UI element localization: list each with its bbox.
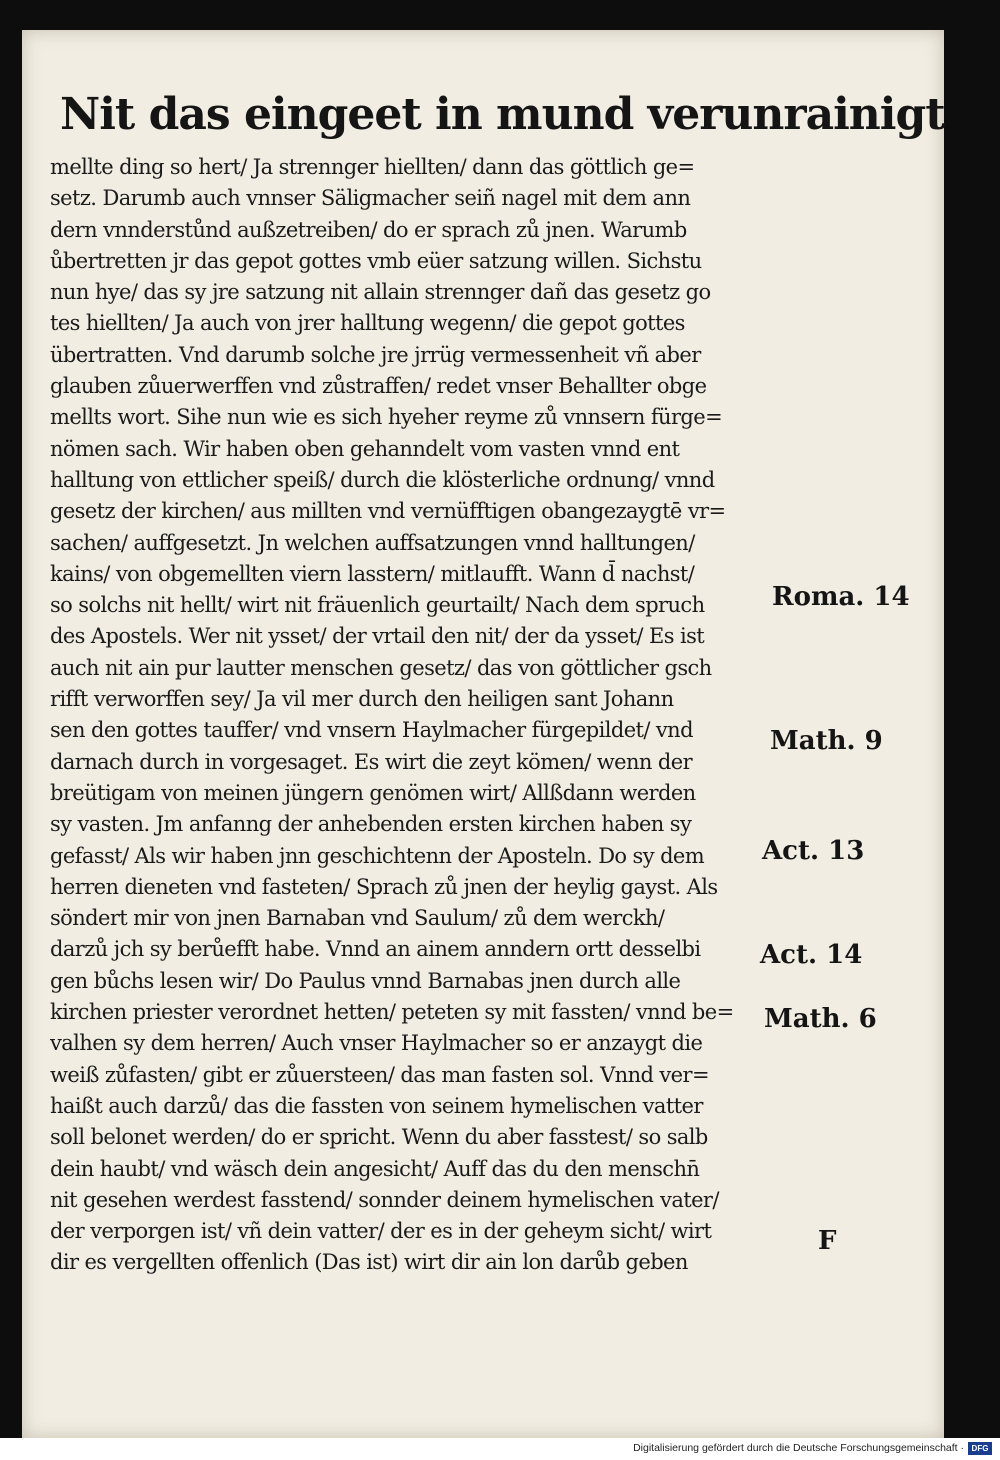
margin-note-act13: Act. 13 (762, 836, 865, 866)
text-line: so solchs nit hellt/ wirt nit fräuenlich geurtailt/ Nach dem spruch (50, 593, 705, 618)
text-line: halltung von ettlicher speiß/ durch die klösterliche ordnung/ vnnd (50, 467, 715, 492)
margin-note-math9: Math. 9 (770, 726, 883, 756)
text-line: sen den gottes tauffer/ vnd vnsern Haylmacher fürgepildet/ vnd (50, 718, 693, 743)
text-line: gefasst/ Als wir haben jnn geschichtenn der Aposteln. Do sy dem (50, 843, 705, 868)
text-line: herren dieneten vnd fasteten/ Sprach zů jnen der heylig gayst. Als (50, 874, 718, 899)
text-line: nun hye/ das sy jre satzung nit allain strennger dañ das gesetz go (50, 280, 711, 305)
text-line: kains/ von obgemellten viern lasstern/ mitlaufft. Wann d̄ nachst/ (50, 561, 695, 586)
footer-credit: Digitalisierung gefördert durch die Deutsche Forschungsgemeinschaft · (633, 1442, 964, 1454)
text-line: übertratten. Vnd darumb solche jre jrrüg vermessenheit vñ aber (50, 342, 701, 367)
catchword: F (818, 1226, 837, 1256)
text-line: gesetz der kirchen/ aus millten vnd vernüfftigen obangezaygtē vr= (50, 499, 726, 524)
text-line: mellts wort. Sihe nun wie es sich hyeher reyme zů vnnsern fürge= (50, 405, 723, 430)
dfg-logo-icon: DFG (968, 1442, 992, 1455)
text-line: nit gesehen werdest fasstend/ sonnder deinem hymelischen vater/ (50, 1187, 719, 1212)
text-line: der verporgen ist/ vñ dein vatter/ der es in der geheym sicht/ wirt (50, 1219, 712, 1244)
margin-note-act14: Act. 14 (760, 940, 863, 970)
text-line: tes hiellten/ Ja auch von jrer halltung wegenn/ die gepot gottes (50, 311, 685, 336)
text-line: haißt auch darzů/ das die fassten von seinem hymelischen vatter (50, 1093, 703, 1118)
text-line: auch nit ain pur lautter menschen gesetz/ das von göttlicher gsch (50, 655, 712, 680)
text-line: darnach durch in vorgesaget. Es wirt die zeyt kömen/ wenn der (50, 749, 693, 774)
text-line: dern vnnderstůnd außzetreiben/ do er sprach zů jnen. Warumb (50, 217, 687, 242)
text-line: kirchen priester verordnet hetten/ peteten sy mit fassten/ vnnd be= (50, 1000, 734, 1025)
margin-note-roma: Roma. 14 (772, 582, 910, 612)
text-line: soll belonet werden/ do er spricht. Wenn du aber fasstest/ so salb (50, 1125, 708, 1150)
footer-bar (0, 1438, 1000, 1460)
text-line: glauben zůuerwerffen vnd zůstraffen/ redet vnser Behallter obge (50, 374, 707, 399)
text-line: sy vasten. Jm anfanng der anhebenden ersten kirchen haben sy (50, 812, 692, 837)
body-text (50, 152, 770, 1279)
text-line: rifft verworffen sey/ Ja vil mer durch den heiligen sant Johann (50, 687, 674, 712)
text-line: söndert mir von jnen Barnaban vnd Saulum/ zů dem werckh/ (50, 906, 665, 931)
text-line: mellte ding so hert/ Ja strennger hiellten/ dann das göttlich ge= (50, 155, 695, 179)
text-line: sachen/ auffgesetzt. Jn welchen auffsatzungen vnnd halltungen/ (50, 530, 695, 555)
text-line: weiß zůfasten/ gibt er zůuersteen/ das man fasten sol. Vnnd ver= (50, 1062, 709, 1087)
text-line: dein haubt/ vnd wäsch dein angesicht/ Auff das du den menschn̄ (50, 1156, 700, 1181)
text-line: ůbertretten jr das gepot gottes vmb eüer satzung willen. Sichstu (50, 248, 702, 273)
text-line: nömen sach. Wir haben oben gehanndelt vom vasten vnnd ent (50, 436, 680, 461)
text-line: darzů jch sy berůefft habe. Vnnd an ainem anndern ortt desselbi (50, 937, 701, 962)
margin-note-math6: Math. 6 (764, 1004, 877, 1034)
text-line: des Apostels. Wer nit ysset/ der vrtail den nit/ der da ysset/ Es ist (50, 624, 705, 649)
text-line: dir es vergellten offenlich (Das ist) wirt dir ain lon darůb geben (50, 1250, 688, 1275)
text-line: breütigam von meinen jüngern genömen wirt/ Allßdann werden (50, 780, 696, 805)
text-line: gen bůchs lesen wir/ Do Paulus vnnd Barnabas jnen durch alle (50, 968, 681, 993)
text-line: valhen sy dem herren/ Auch vnser Haylmacher so er anzaygt die (50, 1031, 703, 1056)
page-heading: Nit das eingeet in mund verunrainigt (60, 89, 945, 140)
text-line: setz. Darumb auch vnnser Säligmacher seiñ nagel mit dem ann (50, 186, 691, 211)
